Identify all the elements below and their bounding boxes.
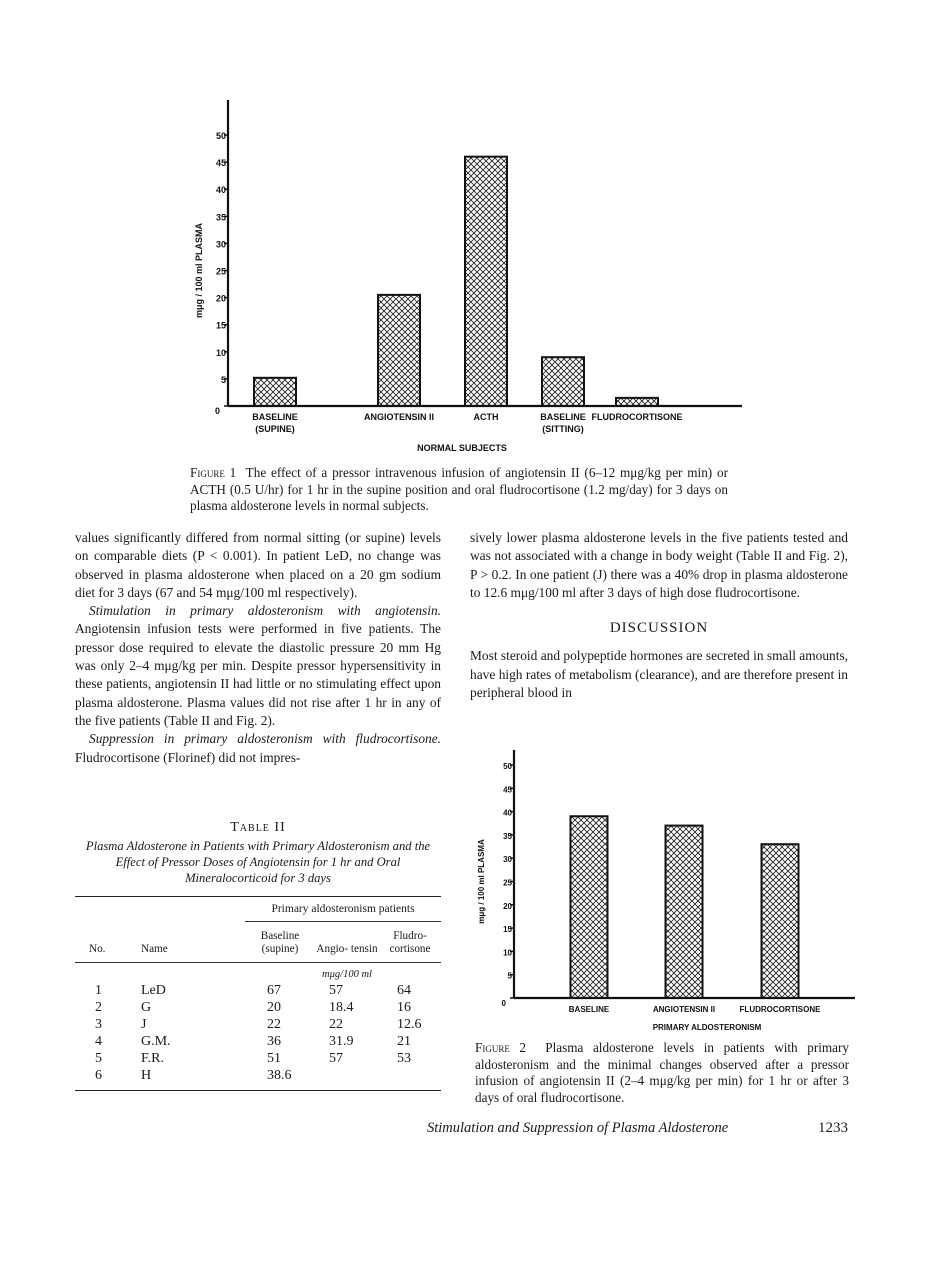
x-tick-label: BASELINE xyxy=(568,1005,610,1014)
y-tick-label: 10 xyxy=(215,347,226,358)
y-tick-label: 0 xyxy=(501,999,506,1008)
table-cell: 21 xyxy=(397,1034,411,1049)
y-tick-label: 30 xyxy=(503,855,512,865)
left-column xyxy=(75,529,441,767)
table-cell: 2 xyxy=(95,1000,102,1015)
page-number: 1233 xyxy=(818,1120,848,1136)
y-tick-label: 30 xyxy=(215,239,226,250)
table-header-row xyxy=(75,922,441,963)
table-cell: F.R. xyxy=(141,1051,165,1066)
y-tick-label: 15 xyxy=(503,925,512,935)
y-tick-label: 40 xyxy=(215,185,226,196)
bar xyxy=(542,357,584,406)
table-row xyxy=(75,1016,441,1033)
paragraph-text: Angiotensin infusion tests were performed in five patients. The pressor dose required to elevate the diastolic pressure 20 mm Hg was only 2–4 mμg/kg per min. Despite pressor hypersensitivity in these patients, angiotensin II had little or no stimulating effect upon plasma aldosterone. Plasma values did not rise after 1 hr in any of the five patients (Table II and Fig. 2). xyxy=(75,621,441,728)
paragraph-heading: Suppression in primary aldosteronism with fludrocortisone. xyxy=(89,731,441,747)
table-cell: 1 xyxy=(95,983,102,998)
table-cell: 22 xyxy=(329,1017,343,1032)
figure-1-caption-text: The effect of a pressor intravenous infusion of angiotensin II (6–12 mμg/kg per min) or ACTH (0.5 U/hr) for 1 hr in the supine position and oral fludrocortisone (1.2 mg/day) for 3 days on plasma aldosterone levels in normal subjects. xyxy=(190,465,728,513)
y-tick-label: 0 xyxy=(214,406,220,416)
table-cell: G xyxy=(141,1000,152,1015)
paragraph: Most steroid and polypeptide hormones are secreted in small amounts, have high rates of metabolism (clearance), and are therefore present in peripheral blood in xyxy=(470,648,848,701)
x-tick-label: FLUDROCORTISONE xyxy=(591,412,683,422)
table-cell xyxy=(379,1067,441,1084)
table-row xyxy=(75,1067,441,1084)
table-cell: 6 xyxy=(95,1068,102,1083)
column-header: Baseline (supine) xyxy=(260,930,300,955)
paragraph xyxy=(75,730,441,767)
table-cell xyxy=(315,1067,379,1084)
x-tick-label: ACTH xyxy=(473,412,499,422)
y-tick-label: 25 xyxy=(503,878,512,888)
x-tick-label: ANGIOTENSIN II xyxy=(363,412,435,422)
table-cell: 38.6 xyxy=(267,1068,292,1083)
y-tick-label: 35 xyxy=(503,831,512,841)
table-label: Table II xyxy=(230,820,286,835)
figure-1-chart xyxy=(180,95,750,465)
table-cell: 67 xyxy=(267,983,281,998)
x-tick-label: BASELINE xyxy=(540,412,586,422)
x-tick-label: ANGIOTENSIN II xyxy=(652,1005,716,1014)
table-cell: 4 xyxy=(95,1034,102,1049)
paragraph-heading: Stimulation in primary aldosteronism with angiotensin. xyxy=(89,603,441,619)
y-tick-label: 5 xyxy=(507,971,512,981)
data-table xyxy=(75,903,441,1084)
x-tick-label: BASELINE xyxy=(252,412,298,422)
bar xyxy=(666,826,703,998)
table-cell: 16 xyxy=(397,1000,411,1015)
paragraph: sively lower plasma aldosterone levels in the five patients tested and was not associated with a change in body weight (Table II and Fig. 2), P > 0.2. In one patient (J) there was a 40% drop in plasma aldosterone to 12.6 mμg/100 ml after 3 days of high dose fludrocortisone. xyxy=(470,530,848,600)
y-tick-label: 50 xyxy=(503,762,512,771)
x-tick-label: (SUPINE) xyxy=(255,424,295,434)
table-cell: 12.6 xyxy=(397,1017,422,1032)
figure-2-caption xyxy=(475,1040,849,1106)
bar xyxy=(616,398,658,406)
y-tick-label: 20 xyxy=(215,293,226,304)
table-cell: LeD xyxy=(141,983,166,998)
column-header: No. xyxy=(89,943,106,955)
paragraph: values significantly differed from normal sitting (or supine) levels on comparable diets (P < 0.001). In patient LeD, no change was observed in plasma aldosterone when placed on a 20 gm sodium diet for 3 days (67 and 54 mμg/100 ml respectively). xyxy=(75,530,441,600)
table-cell: 3 xyxy=(95,1017,102,1032)
figure-2-label: Figure 2 xyxy=(475,1040,527,1055)
table-cell: 31.9 xyxy=(329,1034,354,1049)
right-column xyxy=(470,529,848,702)
table-row xyxy=(75,999,441,1016)
bar xyxy=(465,157,507,406)
y-tick-label: 40 xyxy=(503,808,512,818)
column-header: Fludro- cortisone xyxy=(389,930,431,955)
figure-2-caption-text: Plasma aldosterone levels in patients with primary aldosteronism and the minimal changes observed after a pressor infusion of angiotensin II (2–4 mμg/kg per min) for 1 hr or after 3 days of oral fludrocortisone. xyxy=(475,1040,849,1105)
table-2 xyxy=(75,820,441,1091)
table-cell: G.M. xyxy=(141,1034,171,1049)
paragraph-text: Fludrocortisone (Florinef) did not impres- xyxy=(75,749,301,765)
x-axis-label: PRIMARY ALDOSTERONISM xyxy=(652,1023,762,1032)
table-cell: 51 xyxy=(267,1051,281,1066)
y-axis-label: mμg / 100 ml PLASMA xyxy=(194,222,204,319)
table-row xyxy=(75,1033,441,1050)
y-tick-label: 20 xyxy=(503,901,512,911)
figure-1-label: Figure 1 xyxy=(190,465,237,480)
table-cell: H xyxy=(141,1068,152,1083)
y-tick-label: 15 xyxy=(215,320,226,331)
table-cell: 53 xyxy=(397,1051,411,1066)
bar xyxy=(254,378,296,406)
section-heading: DISCUSSION xyxy=(609,620,709,637)
x-axis-label: NORMAL SUBJECTS xyxy=(417,443,507,453)
bar xyxy=(378,295,420,406)
table-cell: 57 xyxy=(329,983,343,998)
column-header: Name xyxy=(141,943,168,955)
table-cell: 22 xyxy=(267,1017,281,1032)
bar xyxy=(571,816,608,998)
table-row xyxy=(75,982,441,999)
y-tick-label: 10 xyxy=(503,948,512,958)
y-tick-label: 25 xyxy=(215,266,226,277)
group-header: Primary aldosteronism patients xyxy=(245,903,441,922)
x-tick-label: FLUDROCORTISONE xyxy=(739,1005,821,1014)
x-tick-label: (SITTING) xyxy=(542,424,584,434)
y-tick-label: 5 xyxy=(220,374,226,385)
units-label: mμg/100 ml xyxy=(322,969,372,980)
y-axis-label: mμg / 100 ml PLASMA xyxy=(477,839,486,924)
figure-1-caption xyxy=(190,465,728,515)
y-tick-label: 45 xyxy=(215,158,226,169)
table-cell: 36 xyxy=(267,1034,281,1049)
table-cell: 20 xyxy=(267,1000,281,1015)
table-title: Plasma Aldosterone in Patients with Primary Aldosteronism and the Effect of Pressor Doses of Angiotensin for 1 hr and Oral Mineralocorticoid for 3 days xyxy=(85,839,431,885)
table-cell: 57 xyxy=(329,1051,343,1066)
bar xyxy=(762,844,799,998)
table-row xyxy=(75,1050,441,1067)
table-cell: 5 xyxy=(95,1051,102,1066)
y-tick-label: 45 xyxy=(503,785,512,795)
running-title: Stimulation and Suppression of Plasma Aldosterone xyxy=(427,1120,729,1136)
y-tick-label: 35 xyxy=(215,212,226,223)
table-cell: 64 xyxy=(397,983,411,998)
figure-2-chart xyxy=(470,745,860,1040)
y-tick-label: 50 xyxy=(215,131,226,141)
table-cell: 18.4 xyxy=(329,1000,354,1015)
table-cell: J xyxy=(141,1017,147,1032)
column-header: Angio- tensin xyxy=(316,943,378,955)
paragraph xyxy=(75,602,441,730)
